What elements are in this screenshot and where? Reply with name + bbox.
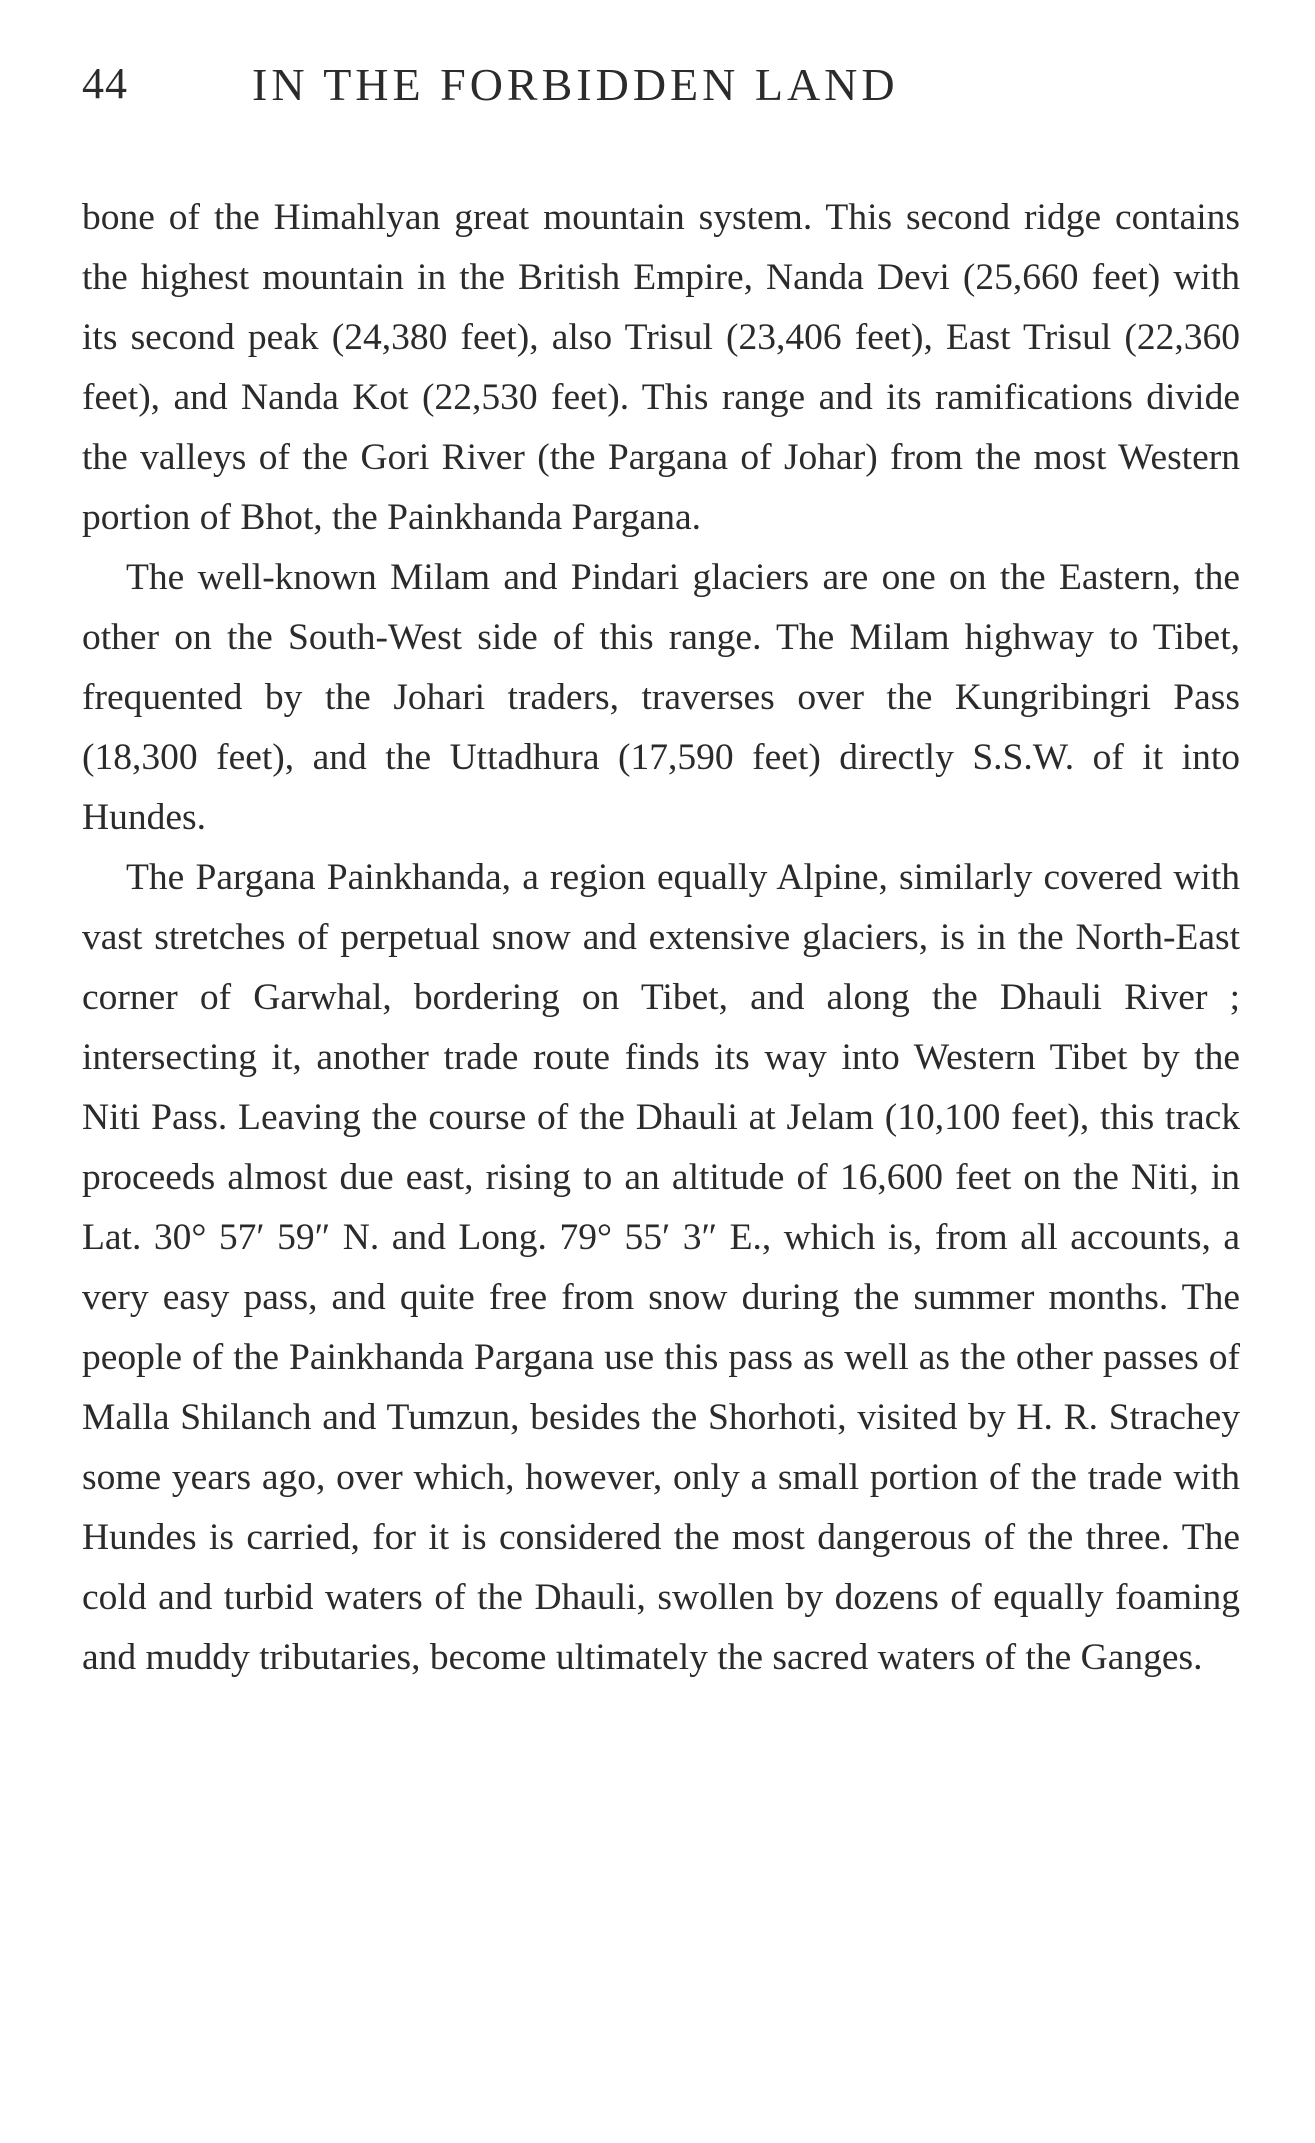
paragraph-continuation: bone of the Himahlyan great mountain system. This second ridge contains the highest mountain in the British Empire, Nanda Devi (25,660 feet) with its second peak (24,380 feet), also Trisul (23,406 feet), East Trisul (22,360 feet), and Nanda Kot (22,530 feet). This range and its ramifications divide the valleys of the Gori River (the Pargana of Johar) from the most Western portion of Bhot, the Painkhanda Pargana. bbox=[82, 197, 1240, 538]
paragraph-glaciers: The well-known Milam and Pindari glaciers are one on the Eastern, the other on the South-West side of this range. The Milam highway to Tibet, frequented by the Johari traders, traverses over the Kungribingri Pass (18,300 feet), and the Uttadhura (17,590 feet) directly S.S.W. of it into Hundes. bbox=[82, 557, 1240, 838]
book-page bbox=[82, 50, 1240, 1688]
running-title: IN THE FORBIDDEN LAND bbox=[252, 59, 899, 110]
paragraph-painkhanda: The Pargana Painkhanda, a region equally Alpine, similarly covered with vast stretches of perpetual snow and extensive glaciers, is in the North-East corner of Garwhal, bordering on Tibet, and along the Dhauli River ; intersecting it, another trade route finds its way into Western Tibet by the Niti Pass. Leaving the course of the Dhauli at Jelam (10,100 feet), this track proceeds almost due east, rising to an altitude of 16,600 feet on the Niti, in Lat. 30° 57′ 59″ N. and Long. 79° 55′ 3″ E., which is, from all accounts, a very easy pass, and quite free from snow during the summer months. The people of the Painkhanda Pargana use this pass as well as the other passes of Malla Shilanch and Tumzun, besides the Shorhoti, visited by H. R. Strachey some years ago, over which, however, only a small portion of the trade with Hundes is carried, for it is considered the most dangerous of the three. The cold and turbid waters of the Dhauli, swollen by dozens of equally foaming and muddy tributaries, become ultimately the sacred waters of the Ganges. bbox=[82, 857, 1240, 1678]
body-text bbox=[82, 188, 1240, 1688]
page-number: 44 bbox=[82, 59, 128, 108]
page-header bbox=[82, 50, 1240, 130]
